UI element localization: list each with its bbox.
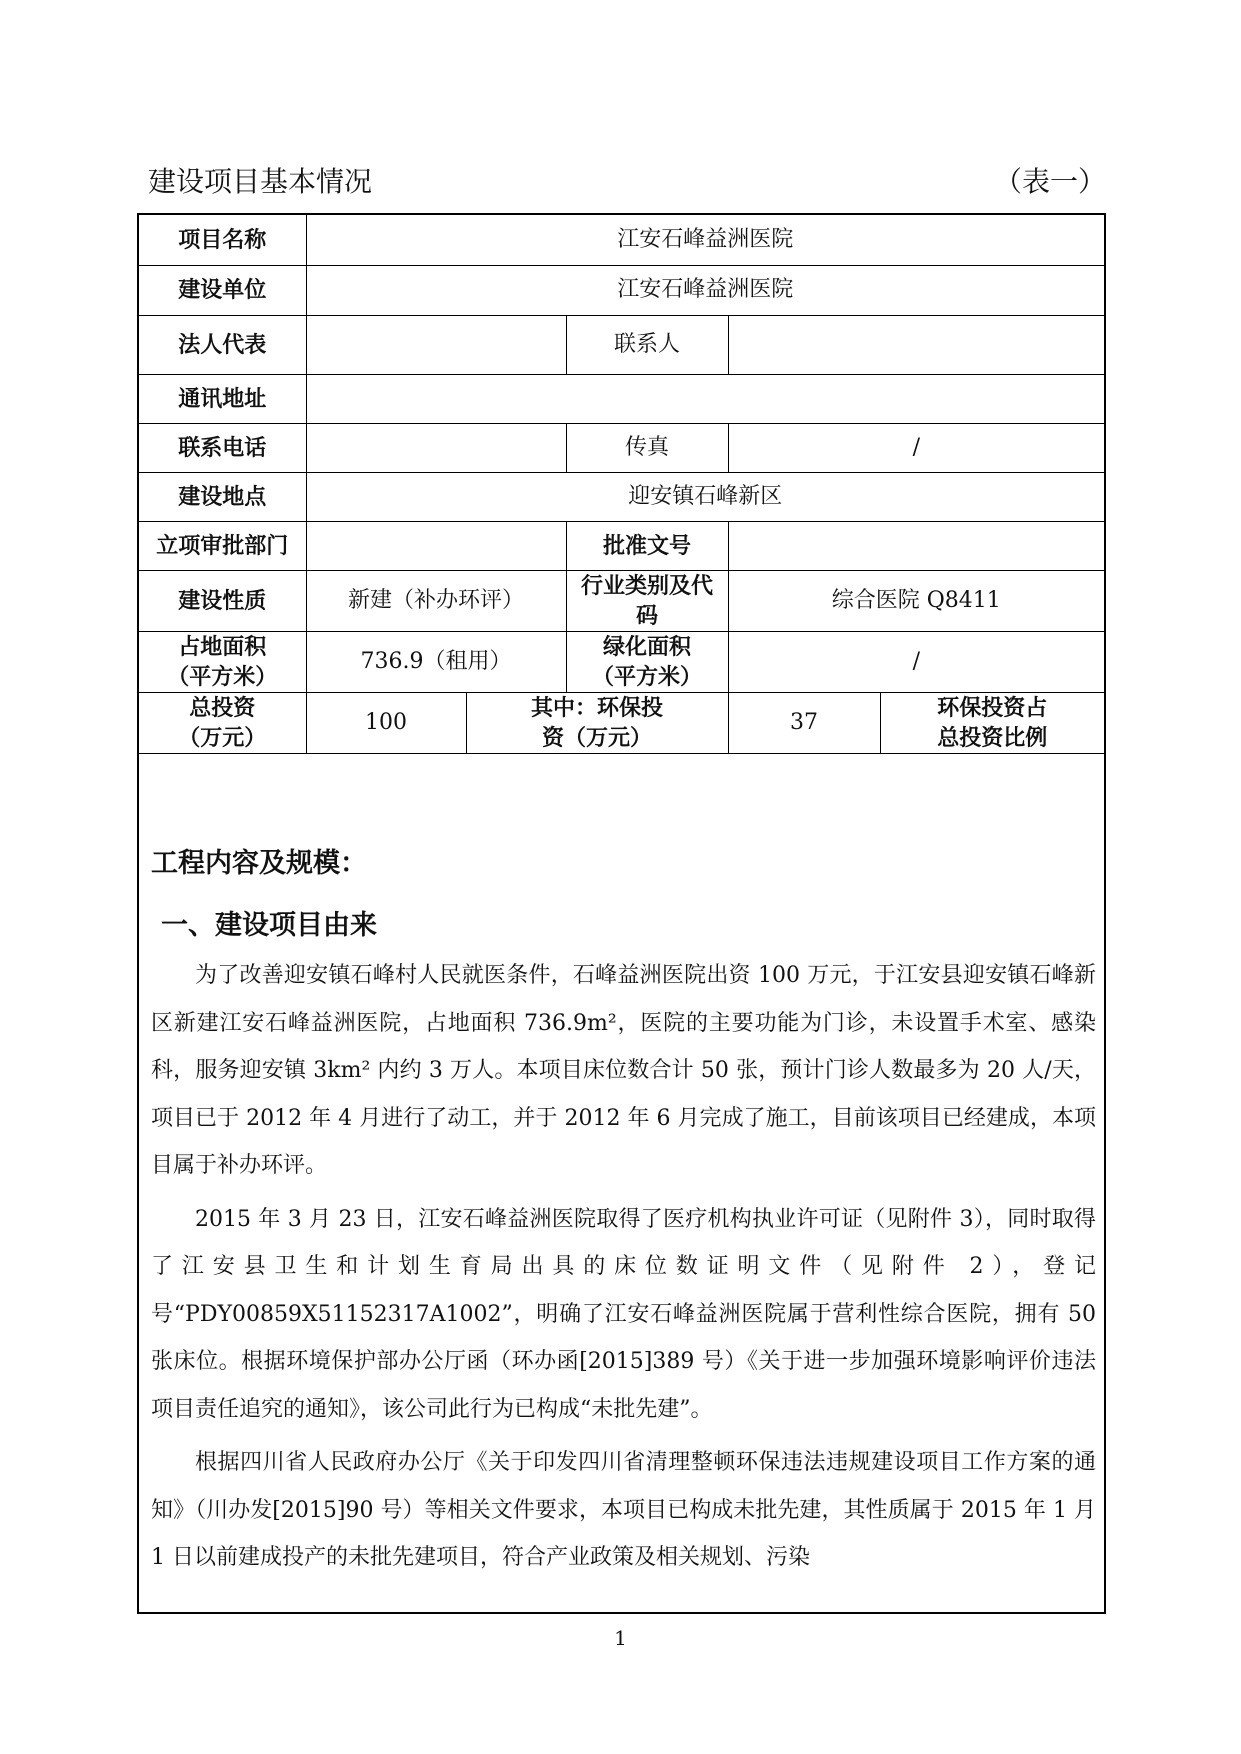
paragraph-3: 根据四川省人民政府办公厅《关于印发四川省清理整顿环保违法违规建设项目工作方案的通知》（川办发[2015]90 号）等相关文件要求，本项目已构成未批先建，其性质属于 2015 年 1 月 1 日以前建成投产的未批先建项目，符合产业政策及相关规划、污染 bbox=[151, 1450, 1096, 1570]
land-area-label-line1: 占地面积 bbox=[178, 633, 267, 660]
total-invest-label bbox=[139, 692, 306, 753]
project-info-table bbox=[139, 215, 1104, 754]
approval-dept-label: 立项审批部门 bbox=[139, 521, 306, 570]
approval-no-value bbox=[728, 521, 1104, 570]
env-invest-label-line1: 其中：环保投 bbox=[530, 694, 663, 721]
env-ratio-label-line2: 总投资比例 bbox=[937, 724, 1048, 751]
env-invest-value: 37 bbox=[728, 692, 880, 753]
row-address bbox=[139, 374, 1104, 423]
industry-label: 行业类别及代码 bbox=[566, 570, 728, 631]
nature-label: 建设性质 bbox=[139, 570, 306, 631]
nature-value: 新建（补办环评） bbox=[306, 570, 566, 631]
table-tag: （表一） bbox=[993, 165, 1106, 198]
paragraph-1: 为了改善迎安镇石峰村人民就医条件，石峰益洲医院出资 100 万元，于江安县迎安镇石峰新区新建江安石峰益洲医院，占地面积 736.9m²，医院的主要功能为门诊，未设置手术室、感染科，服务迎安镇 3km² 内约 3 万人。本项目床位数合计 50 张，预计门诊人数最多为 20 人/天，项目已于 2012 年 4 月进行了动工，并于 2012 年 6 月完成了施工，目前该项目已经建成，本项目属于补办环评。 bbox=[151, 963, 1096, 1178]
row-site bbox=[139, 472, 1104, 521]
total-invest-label-line1: 总投资 bbox=[189, 694, 256, 721]
row-phone bbox=[139, 423, 1104, 472]
body-text bbox=[151, 952, 1096, 1582]
document-title: 建设项目基本情况 bbox=[148, 165, 373, 198]
row-approval bbox=[139, 521, 1104, 570]
section-title: 工程内容及规模： bbox=[151, 848, 367, 879]
green-area-label bbox=[566, 631, 728, 692]
green-area-label-line1: 绿化面积 bbox=[602, 633, 691, 660]
project-name-value: 江安石峰益洲医院 bbox=[306, 215, 1104, 265]
total-invest-value: 100 bbox=[306, 692, 466, 753]
land-area-label-line2: （平方米） bbox=[167, 663, 278, 690]
form-sheet bbox=[137, 213, 1106, 1614]
industry-value: 综合医院 Q8411 bbox=[728, 570, 1104, 631]
land-area-label bbox=[139, 631, 306, 692]
fax-value: / bbox=[728, 423, 1104, 472]
paragraph-2: 2015 年 3 月 23 日，江安石峰益洲医院取得了医疗机构执业许可证（见附件 3），同时取得了江安县卫生和计划生育局出具的床位数证明文件（见附件 2），登记号“PDY00859X51152317A1002”，明确了江安石峰益洲医院属于营利性综合医院，拥有 50 张床位。根据环境保护部办公厅函（环办函[2015]389 号）《关于进一步加强环境影响评价违法项目责任追究的通知》，该公司此行为已构成“未批先建”。 bbox=[151, 1206, 1096, 1422]
phone-label: 联系电话 bbox=[139, 423, 306, 472]
legal-rep-label: 法人代表 bbox=[139, 315, 306, 374]
total-invest-label-line2: （万元） bbox=[178, 724, 267, 751]
row-project-name bbox=[139, 215, 1104, 265]
land-area-value: 736.9（租用） bbox=[306, 631, 566, 692]
row-investment bbox=[139, 692, 1104, 753]
env-invest-label bbox=[466, 692, 728, 753]
address-label: 通讯地址 bbox=[139, 374, 306, 423]
project-name-label: 项目名称 bbox=[139, 215, 306, 265]
builder-label: 建设单位 bbox=[139, 265, 306, 315]
green-area-label-line2: （平方米） bbox=[591, 663, 702, 690]
document-heading bbox=[148, 160, 1106, 206]
approval-no-label: 批准文号 bbox=[566, 521, 728, 570]
green-area-value: / bbox=[728, 631, 1104, 692]
site-label: 建设地点 bbox=[139, 472, 306, 521]
address-value bbox=[306, 374, 1104, 423]
row-nature bbox=[139, 570, 1104, 631]
builder-value: 江安石峰益洲医院 bbox=[306, 265, 1104, 315]
approval-dept-value bbox=[306, 521, 566, 570]
contact-value bbox=[728, 315, 1104, 374]
page-number: 1 bbox=[614, 1626, 627, 1650]
env-ratio-label-line1: 环保投资占 bbox=[937, 694, 1048, 721]
subsection-title: 一、建设项目由来 bbox=[161, 910, 377, 941]
env-ratio-label bbox=[880, 692, 1104, 753]
legal-rep-value bbox=[306, 315, 566, 374]
site-value: 迎安镇石峰新区 bbox=[306, 472, 1104, 521]
row-builder bbox=[139, 265, 1104, 315]
row-legal-rep bbox=[139, 315, 1104, 374]
fax-label: 传真 bbox=[566, 423, 728, 472]
phone-value bbox=[306, 423, 566, 472]
row-area bbox=[139, 631, 1104, 692]
contact-label: 联系人 bbox=[566, 315, 728, 374]
env-invest-label-line2: 资（万元） bbox=[541, 724, 652, 751]
